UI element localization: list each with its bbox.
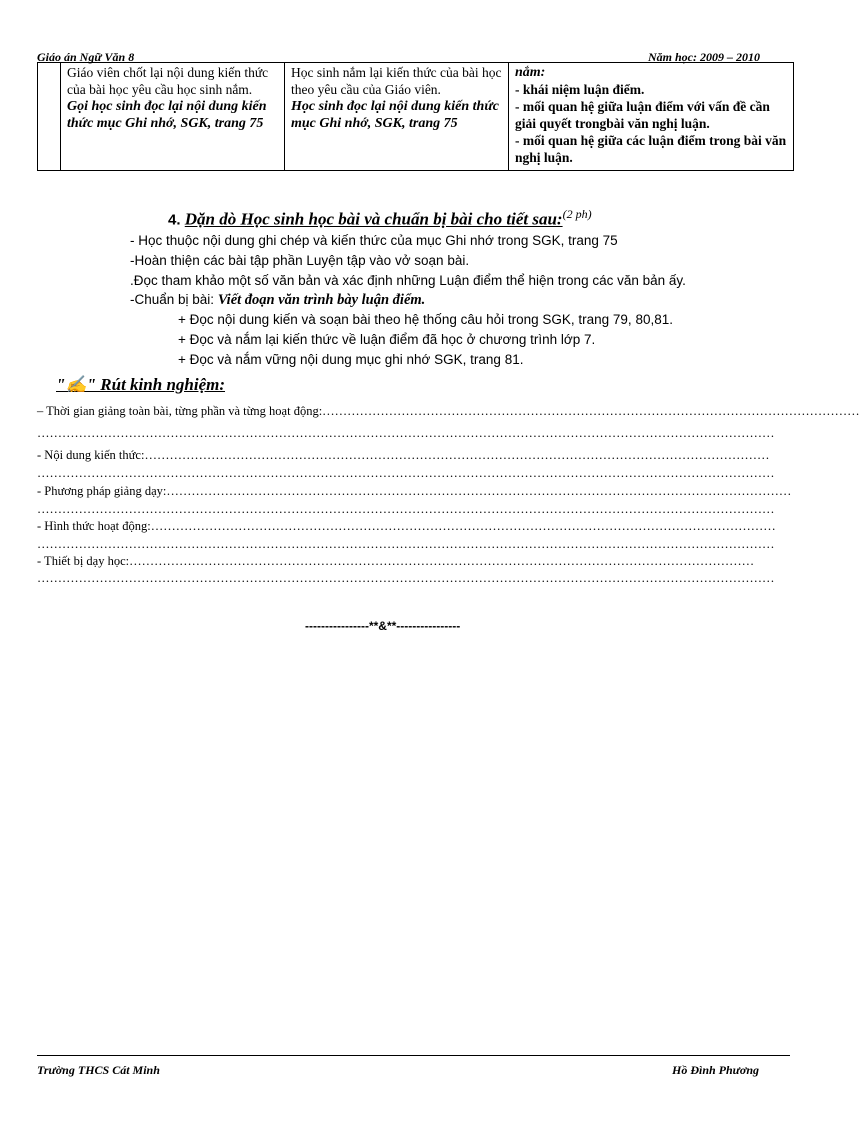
prep-title: Viết đoạn văn trình bày luận điểm.: [217, 292, 426, 308]
content-item: - mối quan hệ giữa các luận điểm trong bài văn nghị luận.: [515, 133, 787, 165]
prep-sub-line: + Đọc và nắm vững nội dung mục ghi nhớ SGK, trang 81.: [178, 352, 524, 367]
dot-leader: ……………………………………………………………………………………………………………………………………: [166, 484, 792, 498]
experience-title: "✍" Rút kinh nghiệm:: [56, 375, 226, 394]
teacher-activity-text: Giáo viên chốt lại nội dung kiến thức của bài học yêu cầu học sinh nắm.: [67, 65, 269, 97]
student-activity-emphasis: Học sinh đọc lại nội dung kiến thức mục Ghi nhớ, SGK, trang 75: [291, 99, 499, 131]
header-right: Năm học: 2009 – 2010: [648, 50, 760, 64]
homework-line: -Hoàn thiện các bài tập phần Luyện tập vào vở soạn bài.: [130, 253, 470, 268]
dot-line: ……………………………………………………………………………………………………………………………………………………………: [37, 502, 775, 516]
content-item: - khái niệm luận điểm.: [515, 82, 645, 97]
section-4-title: [168, 207, 592, 230]
experience-line: [37, 519, 793, 534]
teacher-activity-cell: [61, 62, 285, 171]
dot-line: ……………………………………………………………………………………………………………………………………………………………: [37, 571, 775, 585]
lesson-table: [37, 62, 794, 171]
section-title-text: Dặn dò Học sinh học bài và chuẩn bị bài cho tiết sau:: [184, 209, 563, 229]
dot-leader: ……………………………………………………………………………………………………………………………………: [129, 554, 755, 568]
experience-line: [37, 484, 793, 499]
separator: ----------------**&**----------------: [305, 619, 461, 633]
footer-right: Hồ Đình Phương: [672, 1063, 759, 1077]
experience-label: - Thiết bị dạy học:: [37, 554, 130, 568]
footer-rule: [37, 1055, 790, 1056]
prep-sub-line: + Đọc và nắm lại kiến thức về luận điểm đã học ở chương trình lớp 7.: [178, 332, 596, 347]
experience-line: [37, 404, 860, 419]
prep-sub-line: + Đọc nội dung kiến và soạn bài theo hệ thống câu hỏi trong SGK, trang 79, 80,81.: [178, 312, 673, 327]
content-lead: nắm:: [515, 65, 546, 80]
content-item: - mối quan hệ giữa luận điểm với vấn đề cần giải quyết trongbài văn nghị luận.: [515, 99, 770, 131]
prep-label: -Chuẩn bị bài:: [130, 292, 218, 307]
section-number: 4.: [168, 211, 181, 229]
teacher-activity-emphasis: Gọi học sinh đọc lại nội dung kiến thức mục Ghi nhớ, SGK, trang 75: [67, 99, 267, 131]
experience-label: - Hình thức hoạt động:: [37, 519, 151, 533]
dot-line: ……………………………………………………………………………………………………………………………………………………………: [37, 537, 775, 551]
footer-left: Trường THCS Cát Minh: [37, 1063, 160, 1077]
dot-leader: ……………………………………………………………………………………………………………………………………: [144, 448, 770, 462]
table-row: [38, 62, 794, 171]
header-left: Giáo án Ngữ Văn 8: [37, 50, 135, 64]
student-activity-cell: [285, 62, 509, 171]
experience-line: [37, 554, 793, 569]
dot-line: ……………………………………………………………………………………………………………………………………………………………: [37, 426, 775, 440]
dot-leader: …………………………………………………………………………………………………………………: [322, 404, 860, 418]
table-cell-index: [38, 62, 61, 171]
content-cell: [509, 62, 794, 171]
section-time: (2 ph): [562, 207, 592, 221]
experience-label: – Thời gian giảng toàn bài, từng phần và từng hoạt động:: [37, 404, 323, 418]
dot-line: ……………………………………………………………………………………………………………………………………………………………: [37, 466, 775, 480]
dot-leader: ……………………………………………………………………………………………………………………………………: [150, 519, 776, 533]
student-activity-text: Học sinh nắm lại kiến thức của bài học theo yêu cầu của Giáo viên.: [291, 65, 502, 97]
experience-line: [37, 448, 793, 463]
experience-label: - Phương pháp giảng dạy:: [37, 484, 167, 498]
prep-line: [130, 292, 425, 309]
homework-line: - Học thuộc nội dung ghi chép và kiến thức của mục Ghi nhớ trong SGK, trang 75: [130, 233, 618, 248]
experience-label: - Nội dung kiến thức:: [37, 448, 145, 462]
homework-line: .Đọc tham khảo một số văn bản và xác định những Luận điểm thể hiện trong các văn bản ấy.: [130, 273, 686, 288]
